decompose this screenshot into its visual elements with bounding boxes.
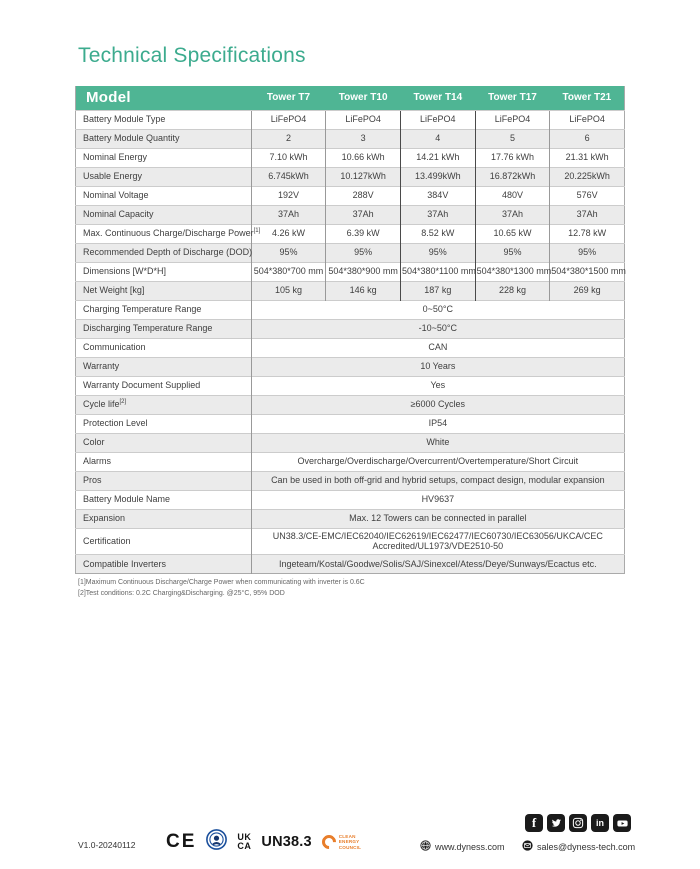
cell-value: 288V [326,186,401,205]
page-title: Technical Specifications [78,44,306,67]
cell-value: LiFePO4 [400,110,475,129]
cell-value: 37Ah [251,205,326,224]
clean-energy-council-logo: CLEAN ENERGY COUNCIL [322,834,361,850]
table-row [76,376,625,395]
row-label: Usable Energy [76,167,252,186]
website-text: www.dyness.com [435,841,505,852]
cell-value: 95% [251,243,326,262]
cell-value: 17.76 kWh [475,148,550,167]
footnote-2: [2]Test conditions: 0.2C Charging&Discharging. @25°C, 95% DOD [78,589,285,597]
cell-value: 10.65 kW [475,224,550,243]
cell-value: 14.21 kWh [400,148,475,167]
spec-table-body [76,110,625,574]
row-label: Color [76,433,252,452]
table-row [76,205,625,224]
globe-icon [420,840,431,853]
cell-value: 4 [400,129,475,148]
row-label: Warranty [76,357,252,376]
column-header-tower-t7: Tower T7 [251,86,326,110]
table-row [76,414,625,433]
spec-table [75,86,625,574]
mail-icon [522,840,533,853]
row-label: Cycle life[2] [76,395,252,414]
social-icons [525,814,631,832]
cell-span-value: Overcharge/Overdischarge/Overcurrent/Overtemperature/Short Circuit [251,452,624,471]
table-row [76,357,625,376]
row-label: Nominal Capacity [76,205,252,224]
table-row [76,110,625,129]
cell-value: 504*380*700 mm [251,262,326,281]
cell-value: 384V [400,186,475,205]
table-row [76,338,625,357]
ukca-mark-icon: UK CA [237,832,252,851]
table-row [76,490,625,509]
ce-mark-icon: CE [166,831,197,852]
cell-value: LiFePO4 [326,110,401,129]
cell-value: 10.127kWh [326,167,401,186]
cell-span-value: 0~50°C [251,300,624,319]
cell-value: 37Ah [326,205,401,224]
tuv-badge-icon [206,829,227,855]
cell-value: 480V [475,186,550,205]
row-label: Dimensions [W*D*H] [76,262,252,281]
row-label: Pros [76,471,252,490]
row-label: Expansion [76,509,252,528]
row-label: Battery Module Name [76,490,252,509]
cell-value: LiFePO4 [251,110,326,129]
cell-value: 504*380*1500 mm [550,262,625,281]
twitter-icon [547,814,565,832]
table-row [76,262,625,281]
cell-value: 95% [475,243,550,262]
footnote-marker: [1] [253,228,261,235]
row-label: Nominal Voltage [76,186,252,205]
table-row [76,509,625,528]
email-contact [522,840,635,853]
cell-value: 13.499kWh [400,167,475,186]
youtube-icon [613,814,631,832]
cell-value: 12.78 kW [550,224,625,243]
table-row [76,300,625,319]
row-label: Charging Temperature Range [76,300,252,319]
cell-value: 105 kg [251,281,326,300]
row-label: Warranty Document Supplied [76,376,252,395]
row-label: Certification [76,528,252,555]
cell-value: 576V [550,186,625,205]
email-text: sales@dyness-tech.com [537,841,636,852]
cell-value: 228 kg [475,281,550,300]
table-row [76,129,625,148]
cell-value: 6 [550,129,625,148]
certification-logos [166,829,361,855]
column-header-tower-t17: Tower T17 [475,86,550,110]
cell-value: 3 [326,129,401,148]
cell-span-value: 10 Years [251,357,624,376]
row-label: Protection Level [76,414,252,433]
table-row [76,433,625,452]
cell-value: 37Ah [400,205,475,224]
cell-span-value: Can be used in both off-grid and hybrid setups, compact design, modular expansion [251,471,624,490]
cell-value: 192V [251,186,326,205]
footnote-marker: [2] [119,399,127,406]
cell-value: 269 kg [550,281,625,300]
cell-value: 21.31 kWh [550,148,625,167]
table-row [76,224,625,243]
cell-span-value: HV9637 [251,490,624,509]
table-row [76,167,625,186]
cell-value: 7.10 kWh [251,148,326,167]
cell-span-value: Ingeteam/Kostal/Goodwe/Solis/SAJ/Sinexcel/Atess/Deye/Sunways/Ecactus etc. [251,555,624,574]
cell-value: 187 kg [400,281,475,300]
cell-value: 146 kg [326,281,401,300]
table-row [76,555,625,574]
table-row [76,281,625,300]
cell-span-value: IP54 [251,414,624,433]
row-label: Battery Module Quantity [76,129,252,148]
spec-table-header [76,86,625,110]
row-label: Nominal Energy [76,148,252,167]
cec-c-icon [319,832,339,852]
row-label: Max. Continuous Charge/Discharge Power[1] [76,224,252,243]
column-header-tower-t14: Tower T14 [400,86,475,110]
row-label: Battery Module Type [76,110,252,129]
column-header-tower-t10: Tower T10 [326,86,401,110]
table-row [76,186,625,205]
cell-value: 37Ah [475,205,550,224]
cell-span-value: CAN [251,338,624,357]
column-header-tower-t21: Tower T21 [550,86,625,110]
row-label: Alarms [76,452,252,471]
cell-value: 504*380*1100 mm [400,262,475,281]
instagram-icon [569,814,587,832]
cell-value: 2 [251,129,326,148]
table-row [76,148,625,167]
linkedin-icon: in [591,814,609,832]
cell-span-value: UN38.3/CE-EMC/IEC62040/IEC62619/IEC62477/IEC60730/IEC63056/UKCA/CEC Accredited/UL1973/VDE2510-50 [251,528,624,555]
row-label: Discharging Temperature Range [76,319,252,338]
cell-value: 95% [400,243,475,262]
cell-value: 504*380*900 mm [326,262,401,281]
cell-value: 504*380*1300 mm [475,262,550,281]
cell-span-value: -10~50°C [251,319,624,338]
cell-value: 8.52 kW [400,224,475,243]
row-label: Recommended Depth of Discharge (DOD) [76,243,252,262]
cell-value: 6.745kWh [251,167,326,186]
table-row [76,319,625,338]
table-row [76,395,625,414]
row-label: Net Weight [kg] [76,281,252,300]
footnote-1: [1]Maximum Continuous Discharge/Charge Power when communicating with inverter is 0.6C [78,579,365,586]
table-row [76,528,625,555]
cell-value: 95% [550,243,625,262]
cell-span-value: Max. 12 Towers can be connected in parallel [251,509,624,528]
cell-span-value: White [251,433,624,452]
row-label: Communication [76,338,252,357]
cell-span-value: Yes [251,376,624,395]
table-row [76,471,625,490]
cell-value: 5 [475,129,550,148]
un383-mark: UN38.3 [261,834,312,850]
document-version: V1.0-20240112 [78,840,136,850]
cell-value: LiFePO4 [475,110,550,129]
facebook-icon: f [525,814,543,832]
cell-value: 20.225kWh [550,167,625,186]
footnotes [78,578,365,599]
cell-value: 95% [326,243,401,262]
cell-value: 16.872kWh [475,167,550,186]
cell-span-value: ≥6000 Cycles [251,395,624,414]
cell-value: LiFePO4 [550,110,625,129]
model-header: Model [76,86,252,110]
cell-value: 6.39 kW [326,224,401,243]
cell-value: 37Ah [550,205,625,224]
row-label: Compatible Inverters [76,555,252,574]
website-link [420,840,505,853]
cell-value: 10.66 kWh [326,148,401,167]
cell-value: 4.26 kW [251,224,326,243]
table-row [76,452,625,471]
table-row [76,243,625,262]
